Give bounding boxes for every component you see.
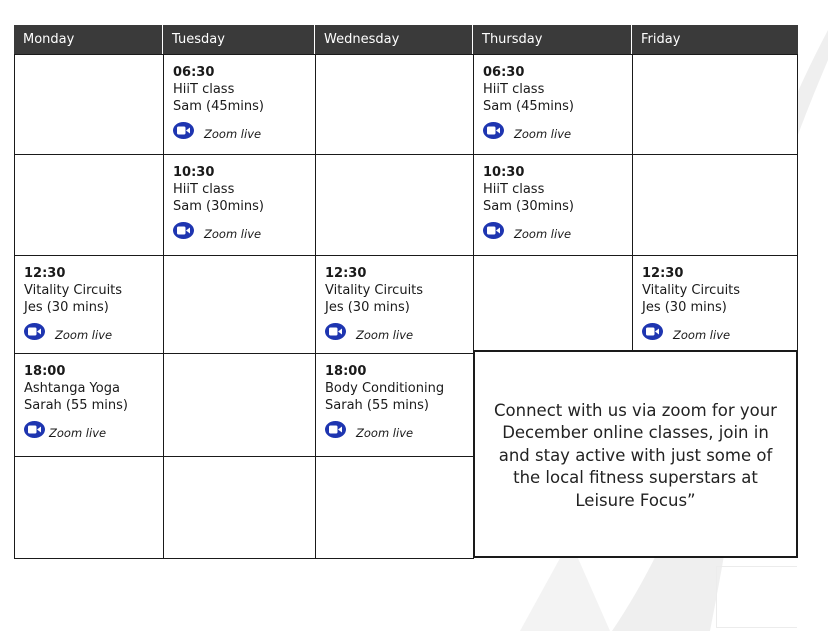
cell-wed-r3 <box>315 255 474 354</box>
class-slot <box>15 354 163 440</box>
class-slot <box>316 256 473 342</box>
promo-text: Connect with us via zoom for your December online classes, join in and stay active with just some of the local fitness superstars at Leisure Focus” <box>494 400 777 510</box>
zoom-link[interactable] <box>642 321 797 342</box>
class-name: Body Conditioning <box>325 381 445 396</box>
cell-wed-r2 <box>315 154 474 256</box>
cell-thu-r3 <box>473 255 633 354</box>
class-instructor: Jes (30 mins) <box>24 300 109 315</box>
promo-box <box>473 350 798 558</box>
class-slot <box>15 256 163 342</box>
cell-mon-r3 <box>14 255 164 354</box>
class-time: 10:30 <box>173 165 215 180</box>
cell-thu-r1 <box>473 54 633 155</box>
class-name: HiiT class <box>173 182 235 197</box>
class-name: Vitality Circuits <box>24 283 123 298</box>
zoom-icon <box>483 222 504 239</box>
zoom-label: Zoom live <box>673 328 731 342</box>
zoom-link[interactable] <box>483 120 632 141</box>
class-instructor: Jes (30 mins) <box>325 300 410 315</box>
zoom-link[interactable] <box>173 220 315 241</box>
zoom-label: Zoom live <box>55 328 113 342</box>
class-time: 06:30 <box>173 65 215 80</box>
class-instructor: Sam (30mins) <box>483 199 574 214</box>
cell-mon-r2 <box>14 154 164 256</box>
zoom-icon <box>325 421 346 438</box>
class-time: 12:30 <box>24 266 66 281</box>
zoom-link[interactable] <box>24 419 163 440</box>
header-friday: Friday <box>632 25 798 54</box>
class-time: 12:30 <box>325 266 367 281</box>
zoom-label: Zoom live <box>356 328 414 342</box>
class-name: Ashtanga Yoga <box>24 381 120 396</box>
cell-fri-r2 <box>632 154 798 256</box>
cell-fri-r1 <box>632 54 798 155</box>
cell-wed-r1 <box>315 54 474 155</box>
cell-wed-r5 <box>315 456 474 559</box>
zoom-link[interactable] <box>483 220 632 241</box>
cell-thu-r2 <box>473 154 633 256</box>
cell-mon-r1 <box>14 54 164 155</box>
header-tuesday: Tuesday <box>163 25 315 54</box>
class-slot <box>316 354 473 440</box>
zoom-icon <box>325 323 346 340</box>
zoom-icon <box>24 421 45 438</box>
class-time: 06:30 <box>483 65 525 80</box>
class-slot <box>164 155 315 241</box>
zoom-icon <box>24 323 45 340</box>
class-time: 18:00 <box>24 364 66 379</box>
zoom-label: Zoom live <box>514 227 572 241</box>
cell-fri-r3 <box>632 255 798 354</box>
class-slot <box>474 55 632 141</box>
zoom-icon <box>642 323 663 340</box>
cell-tue-r4 <box>163 353 316 457</box>
class-slot <box>474 155 632 241</box>
class-instructor: Sam (30mins) <box>173 199 264 214</box>
class-instructor: Sam (45mins) <box>483 99 574 114</box>
header-monday: Monday <box>14 25 163 54</box>
zoom-label: Zoom live <box>356 426 414 440</box>
cell-wed-r4 <box>315 353 474 457</box>
cell-tue-r5 <box>163 456 316 559</box>
cell-tue-r2 <box>163 154 316 256</box>
class-instructor: Sam (45mins) <box>173 99 264 114</box>
zoom-label: Zoom live <box>49 426 107 440</box>
class-instructor: Sarah (55 mins) <box>325 398 430 413</box>
zoom-label: Zoom live <box>204 127 262 141</box>
zoom-link[interactable] <box>173 120 315 141</box>
zoom-link[interactable] <box>325 321 473 342</box>
class-name: HiiT class <box>483 182 545 197</box>
zoom-label: Zoom live <box>204 227 262 241</box>
class-name: HiiT class <box>483 82 545 97</box>
zoom-icon <box>173 122 194 139</box>
class-name: Vitality Circuits <box>325 283 424 298</box>
header-wednesday: Wednesday <box>315 25 473 54</box>
zoom-label: Zoom live <box>514 127 572 141</box>
class-name: Vitality Circuits <box>642 283 741 298</box>
header-thursday: Thursday <box>473 25 632 54</box>
cell-mon-r4 <box>14 353 164 457</box>
class-time: 18:00 <box>325 364 367 379</box>
zoom-link[interactable] <box>24 321 163 342</box>
cell-tue-r3 <box>163 255 316 354</box>
cell-tue-r1 <box>163 54 316 155</box>
zoom-icon <box>173 222 194 239</box>
background-frame <box>716 566 797 628</box>
class-time: 10:30 <box>483 165 525 180</box>
class-instructor: Sarah (55 mins) <box>24 398 129 413</box>
class-slot <box>164 55 315 141</box>
zoom-link[interactable] <box>325 419 473 440</box>
zoom-icon <box>483 122 504 139</box>
class-name: HiiT class <box>173 82 235 97</box>
class-slot <box>633 256 797 342</box>
class-time: 12:30 <box>642 266 684 281</box>
cell-mon-r5 <box>14 456 164 559</box>
class-instructor: Jes (30 mins) <box>642 300 727 315</box>
